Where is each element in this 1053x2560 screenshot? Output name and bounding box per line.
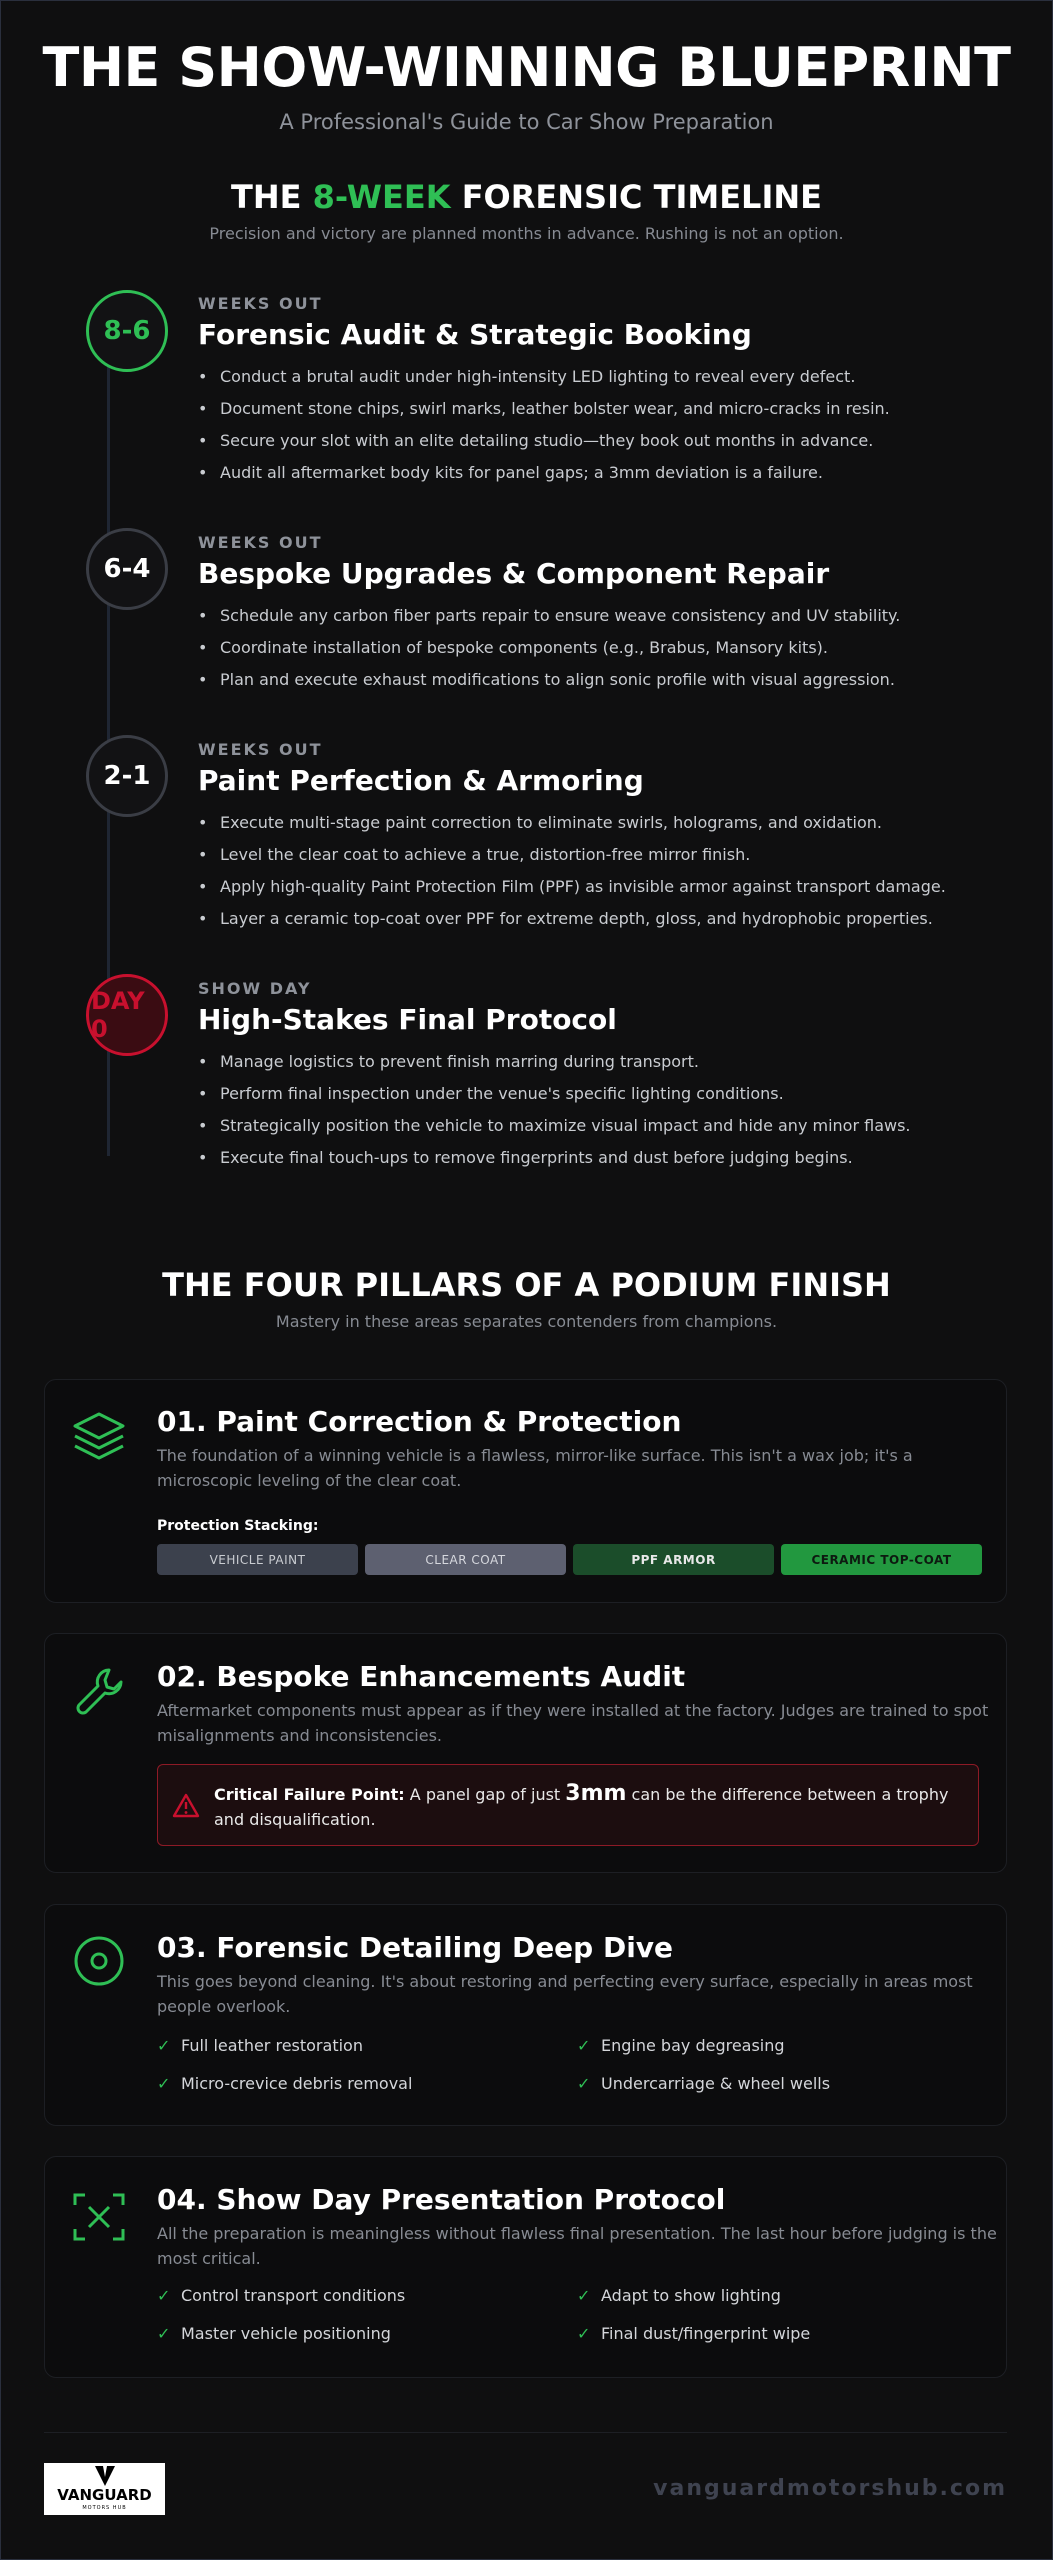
stack-label: Protection Stacking: [157, 1518, 319, 1534]
pillar-title: 04. Show Day Presentation Protocol [157, 2183, 726, 2216]
list-item: • Execute final touch-ups to remove fingerprints and dust before judging begins. [198, 1147, 911, 1179]
alert-value: 3mm [565, 1781, 627, 1806]
list-item: ✓ Undercarriage & wheel wells [577, 2074, 831, 2093]
list-item: • Coordinate installation of bespoke components (e.g., Brabus, Mansory kits). [198, 637, 900, 669]
list-item: • Apply high-quality Paint Protection Film (PPF) as invisible armor against transport damage. [198, 876, 946, 908]
timeline-title [0, 178, 1053, 216]
layer-clear-coat: CLEAR COAT [365, 1544, 566, 1575]
pillar-title: 02. Bespoke Enhancements Audit [157, 1660, 686, 1693]
target-icon [71, 1933, 127, 1989]
timeline-title-pre: THE [231, 178, 302, 216]
list-item: ✓ Control transport conditions [157, 2286, 406, 2305]
list-item: ✓ Adapt to show lighting [577, 2286, 781, 2305]
phase-list [198, 366, 890, 494]
list-item: • Strategically position the vehicle to maximize visual impact and hide any minor flaws. [198, 1115, 911, 1147]
list-item: • Execute multi-stage paint correction to eliminate swirls, holograms, and oxidation. [198, 812, 946, 844]
pillar-title: 03. Forensic Detailing Deep Dive [157, 1931, 674, 1964]
pillar-card [44, 2156, 1007, 2378]
warning-icon [172, 1793, 200, 1819]
pillar-description: This goes beyond cleaning. It's about restoring and perfecting every surface, especially in areas most people overlook. [157, 1972, 973, 2016]
layer-vehicle-paint: VEHICLE PAINT [157, 1544, 358, 1575]
check-icon: ✓ [157, 2036, 171, 2055]
phase-badge [86, 974, 168, 1056]
page-subtitle: A Professional's Guide to Car Show Preparation [279, 110, 774, 134]
check-icon: ✓ [577, 2286, 591, 2305]
pillar-title: 01. Paint Correction & Protection [157, 1405, 682, 1438]
phase-kicker: SHOW DAY [198, 979, 312, 998]
focus-x-icon [71, 2189, 127, 2245]
list-item: • Conduct a brutal audit under high-intensity LED lighting to reveal every defect. [198, 366, 890, 398]
phase-title: Paint Perfection & Armoring [198, 764, 644, 797]
page-title: THE SHOW-WINNING BLUEPRINT [42, 36, 1011, 99]
list-item: • Audit all aftermarket body kits for panel gaps; a 3mm deviation is a failure. [198, 462, 890, 494]
list-item: • Schedule any carbon fiber parts repair to ensure weave consistency and UV stability. [198, 605, 900, 637]
phase-title: Bespoke Upgrades & Component Repair [198, 557, 830, 590]
check-list [157, 2035, 997, 2095]
phase-badge-text: DAY 0 [91, 987, 145, 1043]
pillars-subtitle: Mastery in these areas separates contenders from champions. [275, 1312, 778, 1331]
list-item: • Manage logistics to prevent finish marring during transport. [198, 1051, 911, 1083]
logo-wordmark: VANGUARD [57, 2486, 152, 2504]
check-icon: ✓ [157, 2324, 171, 2343]
layer-ceramic-top-coat: CERAMIC TOP-COAT [781, 1544, 982, 1575]
list-item: ✓ Micro-crevice debris removal [157, 2074, 413, 2093]
phase-list [198, 812, 946, 940]
pillar-description: All the preparation is meaningless without flawless final presentation. The last hour before judging is the most critical. [157, 2224, 997, 2268]
list-item: ✓ Full leather restoration [157, 2036, 363, 2055]
phase-kicker: WEEKS OUT [198, 294, 323, 313]
list-item: • Perform final inspection under the venue's specific lighting conditions. [198, 1083, 911, 1115]
check-icon: ✓ [157, 2074, 171, 2093]
list-item: • Layer a ceramic top-coat over PPF for extreme depth, gloss, and hydrophobic properties. [198, 908, 946, 940]
critical-alert [157, 1764, 979, 1846]
shield-icon [93, 2465, 117, 2487]
check-list [157, 2285, 997, 2345]
list-item: • Secure your slot with an elite detailing studio—they book out months in advance. [198, 430, 890, 462]
phase-kicker: WEEKS OUT [198, 740, 323, 759]
timeline-title-post: FORENSIC TIMELINE [461, 178, 822, 216]
phase-badge: 2-1 [86, 735, 168, 817]
pillar-description: Aftermarket components must appear as if they were installed at the factory. Judges are trained to spot misalignments and inconsistencies. [157, 1701, 989, 1745]
pillars-title: THE FOUR PILLARS OF A PODIUM FINISH [162, 1266, 891, 1304]
list-item: ✓ Final dust/fingerprint wipe [577, 2324, 811, 2343]
protection-stack [157, 1544, 982, 1575]
check-icon: ✓ [577, 2074, 591, 2093]
phase-badge: 6-4 [86, 528, 168, 610]
check-icon: ✓ [577, 2036, 591, 2055]
phase-title: High-Stakes Final Protocol [198, 1003, 617, 1036]
phase-title: Forensic Audit & Strategic Booking [198, 318, 752, 351]
phase-list [198, 1051, 911, 1179]
timeline-title-accent: 8-WEEK [312, 178, 451, 216]
pillar-card [44, 1633, 1007, 1873]
phase-kicker: WEEKS OUT [198, 533, 323, 552]
website-link[interactable]: vanguardmotorshub.com [653, 2476, 1007, 2501]
check-icon: ✓ [157, 2286, 171, 2305]
pillar-card [44, 1379, 1007, 1603]
phase-badge: 8-6 [86, 290, 168, 372]
list-item: • Document stone chips, swirl marks, leather bolster wear, and micro-cracks in resin. [198, 398, 890, 430]
check-icon: ✓ [577, 2324, 591, 2343]
timeline-subtitle: Precision and victory are planned months in advance. Rushing is not an option. [209, 224, 844, 243]
phase-list [198, 605, 900, 701]
vanguard-logo[interactable] [44, 2463, 165, 2515]
logo-tagline: MOTORS HUB [82, 2505, 127, 2511]
list-item: • Plan and execute exhaust modifications to align sonic profile with visual aggression. [198, 669, 900, 701]
pillar-card [44, 1904, 1007, 2126]
alert-post: can be the difference between a trophy and disqualification. [214, 1785, 949, 1829]
wrench-icon [71, 1664, 127, 1720]
footer-divider [44, 2432, 1007, 2433]
list-item: ✓ Engine bay degreasing [577, 2036, 785, 2055]
alert-pre: A panel gap of just [409, 1785, 561, 1804]
list-item: • Level the clear coat to achieve a true, distortion-free mirror finish. [198, 844, 946, 876]
list-item: ✓ Master vehicle positioning [157, 2324, 391, 2343]
layers-icon [71, 1408, 127, 1464]
alert-label: Critical Failure Point: [214, 1785, 405, 1804]
layer-ppf-armor: PPF ARMOR [573, 1544, 774, 1575]
pillar-description: The foundation of a winning vehicle is a flawless, mirror-like surface. This isn't a wax job; it's a microscopic leveling of the clear coat. [157, 1446, 913, 1490]
alert-text [214, 1781, 964, 1832]
